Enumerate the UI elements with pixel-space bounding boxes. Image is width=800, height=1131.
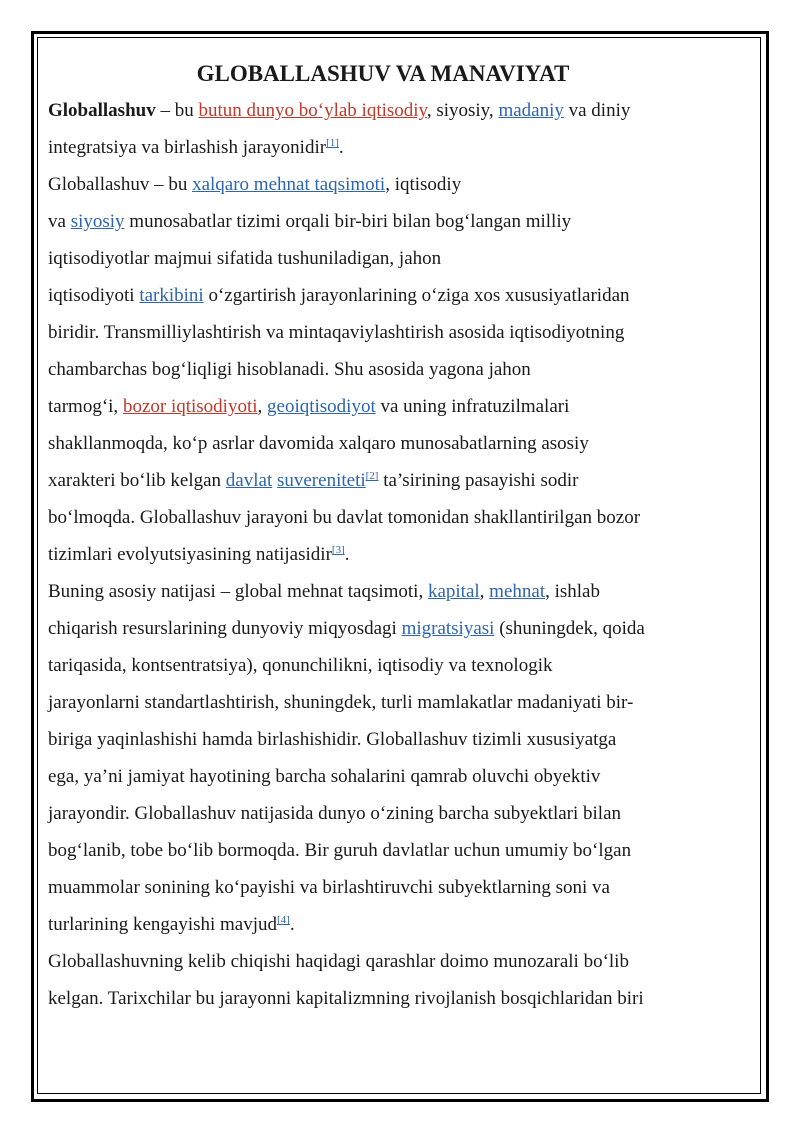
text-span: va uning infratuzilmalari [375, 396, 570, 417]
link-xalqaro-mehnat[interactable]: xalqaro mehnat taqsimoti [192, 174, 386, 195]
text-line: iqtisodiyotlar majmui sifatida tushuniladigan, jahon [48, 248, 442, 269]
text-line [48, 277, 738, 314]
link-geoiqtisodiyot[interactable]: geoiqtisodiyot [267, 396, 376, 417]
text-span: va [48, 211, 71, 232]
text-line [48, 388, 738, 425]
text-span: (shuningdek, qoida [494, 618, 645, 639]
text-line: biriga yaqinlashishi hamda birlashishidir. Globallashuv tizimli xususiyatga [48, 729, 617, 750]
text-line [48, 92, 738, 129]
text-line: muammolar sonining ko‘payishi va birlashtiruvchi subyektlarning soni va [48, 877, 610, 898]
footnote-ref-3[interactable]: [3] [331, 544, 345, 556]
footnote-ref-2[interactable]: [2] [365, 470, 379, 482]
text-line [48, 610, 738, 647]
text-span: , ishlab [545, 581, 600, 602]
text-line: biridir. Transmilliylashtirish va mintaqaviylashtirish asosida iqtisodiyotning [48, 322, 625, 343]
text-span: iqtisodiyoti [48, 285, 140, 306]
text-span: tarmog‘i, [48, 396, 123, 417]
text-span: o‘zgartirish jarayonlarining o‘ziga xos xususiyatlaridan [203, 285, 630, 306]
footnote-ref-1[interactable]: [1] [326, 137, 339, 149]
text-span: integratsiya va birlashish jarayonidir [48, 137, 327, 158]
text-span: ta’sirining pasayishi sodir [378, 470, 579, 491]
text-span: , [479, 581, 490, 602]
paragraph-history [48, 943, 738, 1017]
text-line: chambarchas bog‘liqligi hisoblanadi. Shu asosida yagona jahon [48, 359, 531, 380]
text-line [48, 166, 738, 203]
paragraph-result [48, 573, 738, 943]
text-line: jarayonlarni standartlashtirish, shuningdek, turli mamlakatlar madaniyati bir- [48, 692, 634, 713]
text-line [48, 536, 738, 573]
footnote-ref-4[interactable]: [4] [277, 914, 290, 926]
text-line [48, 906, 738, 943]
paragraph-definition [48, 92, 738, 166]
link-migratsiyasi[interactable]: migratsiyasi [401, 618, 495, 639]
term-bold: Globallashuv [48, 100, 156, 121]
text-span: Globallashuv – bu [48, 174, 193, 195]
text-line: Globallashuvning kelib chiqishi haqidagi qarashlar doimo munozarali bo‘lib [48, 951, 629, 972]
text-span: . [344, 544, 350, 565]
text-span: tizimlari evolyutsiyasining natijasidir [48, 544, 332, 565]
link-mehnat[interactable]: mehnat [489, 581, 546, 602]
document-body [48, 56, 738, 1017]
text-line: bog‘lanib, tobe bo‘lib bormoqda. Bir guruh davlatlar uchun umumiy bo‘lgan [48, 840, 632, 861]
text-span: Buning asosiy natijasi – global mehnat taqsimoti, [48, 581, 428, 602]
text-span: . [338, 137, 344, 158]
text-line [48, 462, 738, 499]
text-span: va diniy [563, 100, 631, 121]
link-suvereniteti[interactable]: suvereniteti [276, 470, 366, 491]
text-line: shakllanmoqda, ko‘p asrlar davomida xalqaro munosabatlarning asosiy [48, 433, 589, 454]
paragraph-economy [48, 166, 738, 573]
text-line: tariqasida, kontsentratsiya), qonunchilikni, iqtisodiy va texnologik [48, 655, 553, 676]
text-span: . [289, 914, 295, 935]
text-span: – bu [155, 100, 199, 121]
text-span: , siyosiy, [426, 100, 499, 121]
text-line [48, 573, 738, 610]
text-line: jarayondir. Globallashuv natijasida dunyo o‘zining barcha subyektlari bilan [48, 803, 622, 824]
text-line [48, 203, 738, 240]
link-bozor-iqtisodiyoti[interactable]: bozor iqtisodiyoti [122, 396, 258, 417]
link-davlat[interactable]: davlat [225, 470, 273, 491]
text-line [48, 129, 738, 166]
text-span: chiqarish resurslarining dunyoviy miqyosdagi [48, 618, 402, 639]
link-butun-dunyo[interactable]: butun dunyo bo‘ylab iqtisodiy [198, 100, 427, 121]
link-tarkibini[interactable]: tarkibini [139, 285, 204, 306]
text-span: munosabatlar tizimi orqali bir-biri bilan bog‘langan milliy [124, 211, 572, 232]
text-line: kelgan. Tarixchilar bu jarayonni kapitalizmning rivojlanish bosqichlaridan biri [48, 988, 644, 1009]
link-siyosiy[interactable]: siyosiy [70, 211, 125, 232]
text-span: , iqtisodiy [385, 174, 462, 195]
link-madaniy[interactable]: madaniy [498, 100, 564, 121]
document-title: GLOBALLASHUV VA MANAVIYAT [196, 61, 570, 86]
text-span: xarakteri bo‘lib kelgan [48, 470, 226, 491]
text-span: , [257, 396, 268, 417]
link-kapital[interactable]: kapital [427, 581, 480, 602]
text-line: bo‘lmoqda. Globallashuv jarayoni bu davlat tomonidan shakllantirilgan bozor [48, 507, 641, 528]
text-line: ega, ya’ni jamiyat hayotining barcha sohalarini qamrab oluvchi obyektiv [48, 766, 601, 787]
text-span: turlarining kengayishi mavjud [48, 914, 278, 935]
